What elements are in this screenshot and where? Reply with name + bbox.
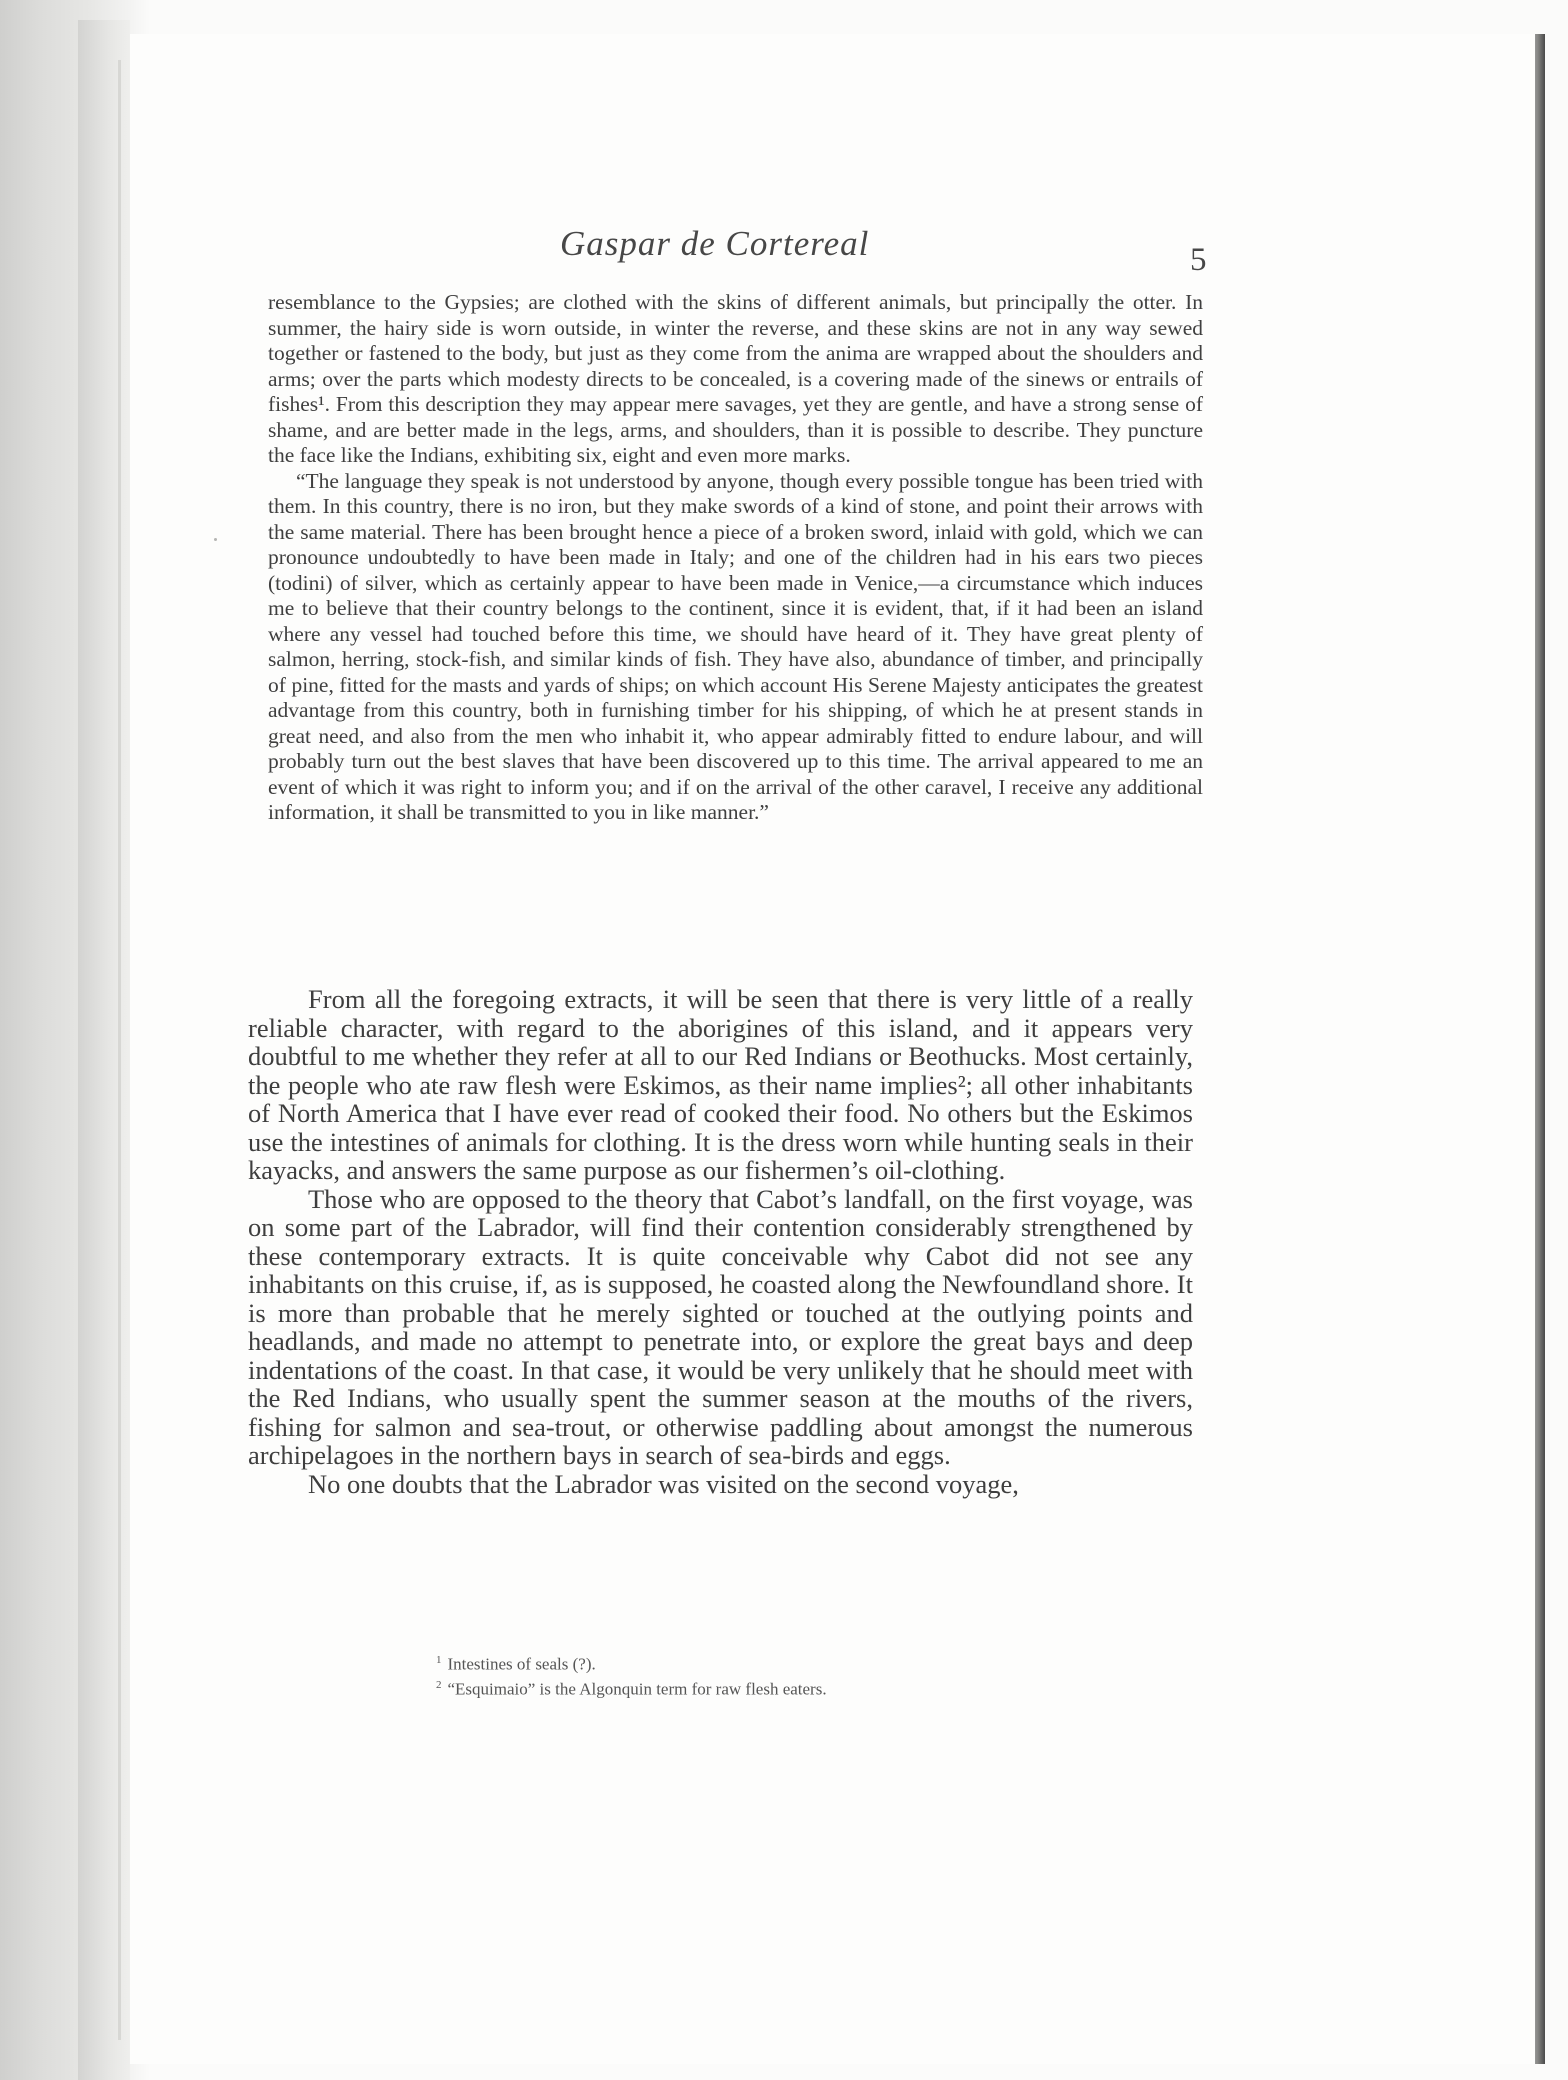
body-paragraph: From all the foregoing extracts, it will be seen that there is very little of a really reliable character, with regard to the aborigines of this island, and it appears very doubtful to me whether they refer at all to our Red Indians or Beothucks. Most certainly, the people who ate raw flesh were Eskimos, as their name implies²; all other inhabitants of North America that I have ever read of cooked their food. No others but the Eskimos use the intestines of animals for clothing. It is the dress worn while hunting seals in their kayacks, and answers the same purpose as our fishermen’s oil-clothing. — [248, 984, 1193, 1185]
letter-paragraph: “The language they speak is not understood by anyone, though every possible tongue has been tried with them. In this country, there is no iron, but they make swords of a kind of stone, and point their arrows with the same material. There has been brought hence a piece of a broken sword, inlaid with gold, which we can pronounce undoubtedly to have been made in Italy; and one of the children had in his ears two pieces (todini) of silver, which as certainly appear to have been made in Venice,—a circumstance which induces me to believe that their country belongs to the continent, since it is evident, that, if it had been an island where any vessel had touched before this time, we should have heard of it. They have great plenty of salmon, herring, stock-fish, and similar kinds of fish. They have also, abundance of timber, and principally of pine, fitted for the masts and yards of ships; on which account His Serene Majesty anticipates the greatest advantage from this country, both in furnishing timber for his shipping, of which he at present stands in great need, and also from the men who inhabit it, who appear admirably fitted to endure labour, and will probably turn out the best slaves that have been discovered up to this time. The arrival appeared to me an event of which it was right to inform you; and if on the arrival of the other caravel, I receive any additional information, it shall be transmitted to you in like manner.” — [268, 468, 1203, 824]
running-title: Gaspar de Cortereal — [560, 224, 870, 263]
page-number: 5 — [1190, 242, 1207, 278]
letter-paragraph: resemblance to the Gypsies; are clothed with the skins of different animals, but principally the otter. In summer, the hairy side is worn outside, in winter the reverse, and these skins are not in any way sewed together or fastened to the body, but just as they come from the anima are wrapped about the shoulders and arms; over the parts which modesty directs to be concealed, is a covering made of the sinews or entrails of fishes¹. From this description they may appear mere savages, yet they are gentle, and have a strong sense of shame, and are better made in the legs, arms, and shoulders, than it is possible to describe. They puncture the face like the Indians, exhibiting six, eight and even more marks. — [268, 290, 1203, 467]
spine-shadow — [118, 60, 121, 2040]
footnote-text: “Esquimaio” is the Algonquin term for raw flesh eaters. — [447, 1679, 827, 1699]
quoted-letter — [268, 290, 1203, 826]
book-gutter — [78, 20, 130, 2080]
footnotes — [436, 1650, 1056, 1699]
body-paragraph: Those who are opposed to the theory that Cabot’s landfall, on the first voyage, was on some part of the Labrador, will find their contention considerably strengthened by these contemporary extracts. It is quite conceivable why Cabot did not see any inhabitants on this cruise, if, as is supposed, he coasted along the Newfoundland shore. It is more than probable that he merely sighted or touched at the outlying points and headlands, and made no attempt to penetrate into, or explore the great bays and deep indentations of the coast. In that case, it would be very unlikely that he should meet with the Red Indians, who usually spent the summer season at the mouths of the rivers, fishing for salmon and sea-trout, or otherwise paddling about amongst the numerous archipelagoes in the northern bays in search of sea-birds and eggs. — [248, 1183, 1193, 1470]
footnote-text: Intestines of seals (?). — [447, 1654, 596, 1674]
margin-speck — [214, 538, 217, 541]
page-edge-shadow — [1535, 34, 1545, 2064]
footnote — [436, 1650, 1056, 1675]
footnote-mark: 2 — [436, 1678, 442, 1691]
footnote-mark: 1 — [436, 1654, 442, 1666]
body-text — [248, 985, 1193, 1498]
footnote — [436, 1675, 1056, 1700]
page-header — [560, 224, 1260, 284]
body-paragraph: No one doubts that the Labrador was visited on the second voyage, — [308, 1468, 1019, 1499]
